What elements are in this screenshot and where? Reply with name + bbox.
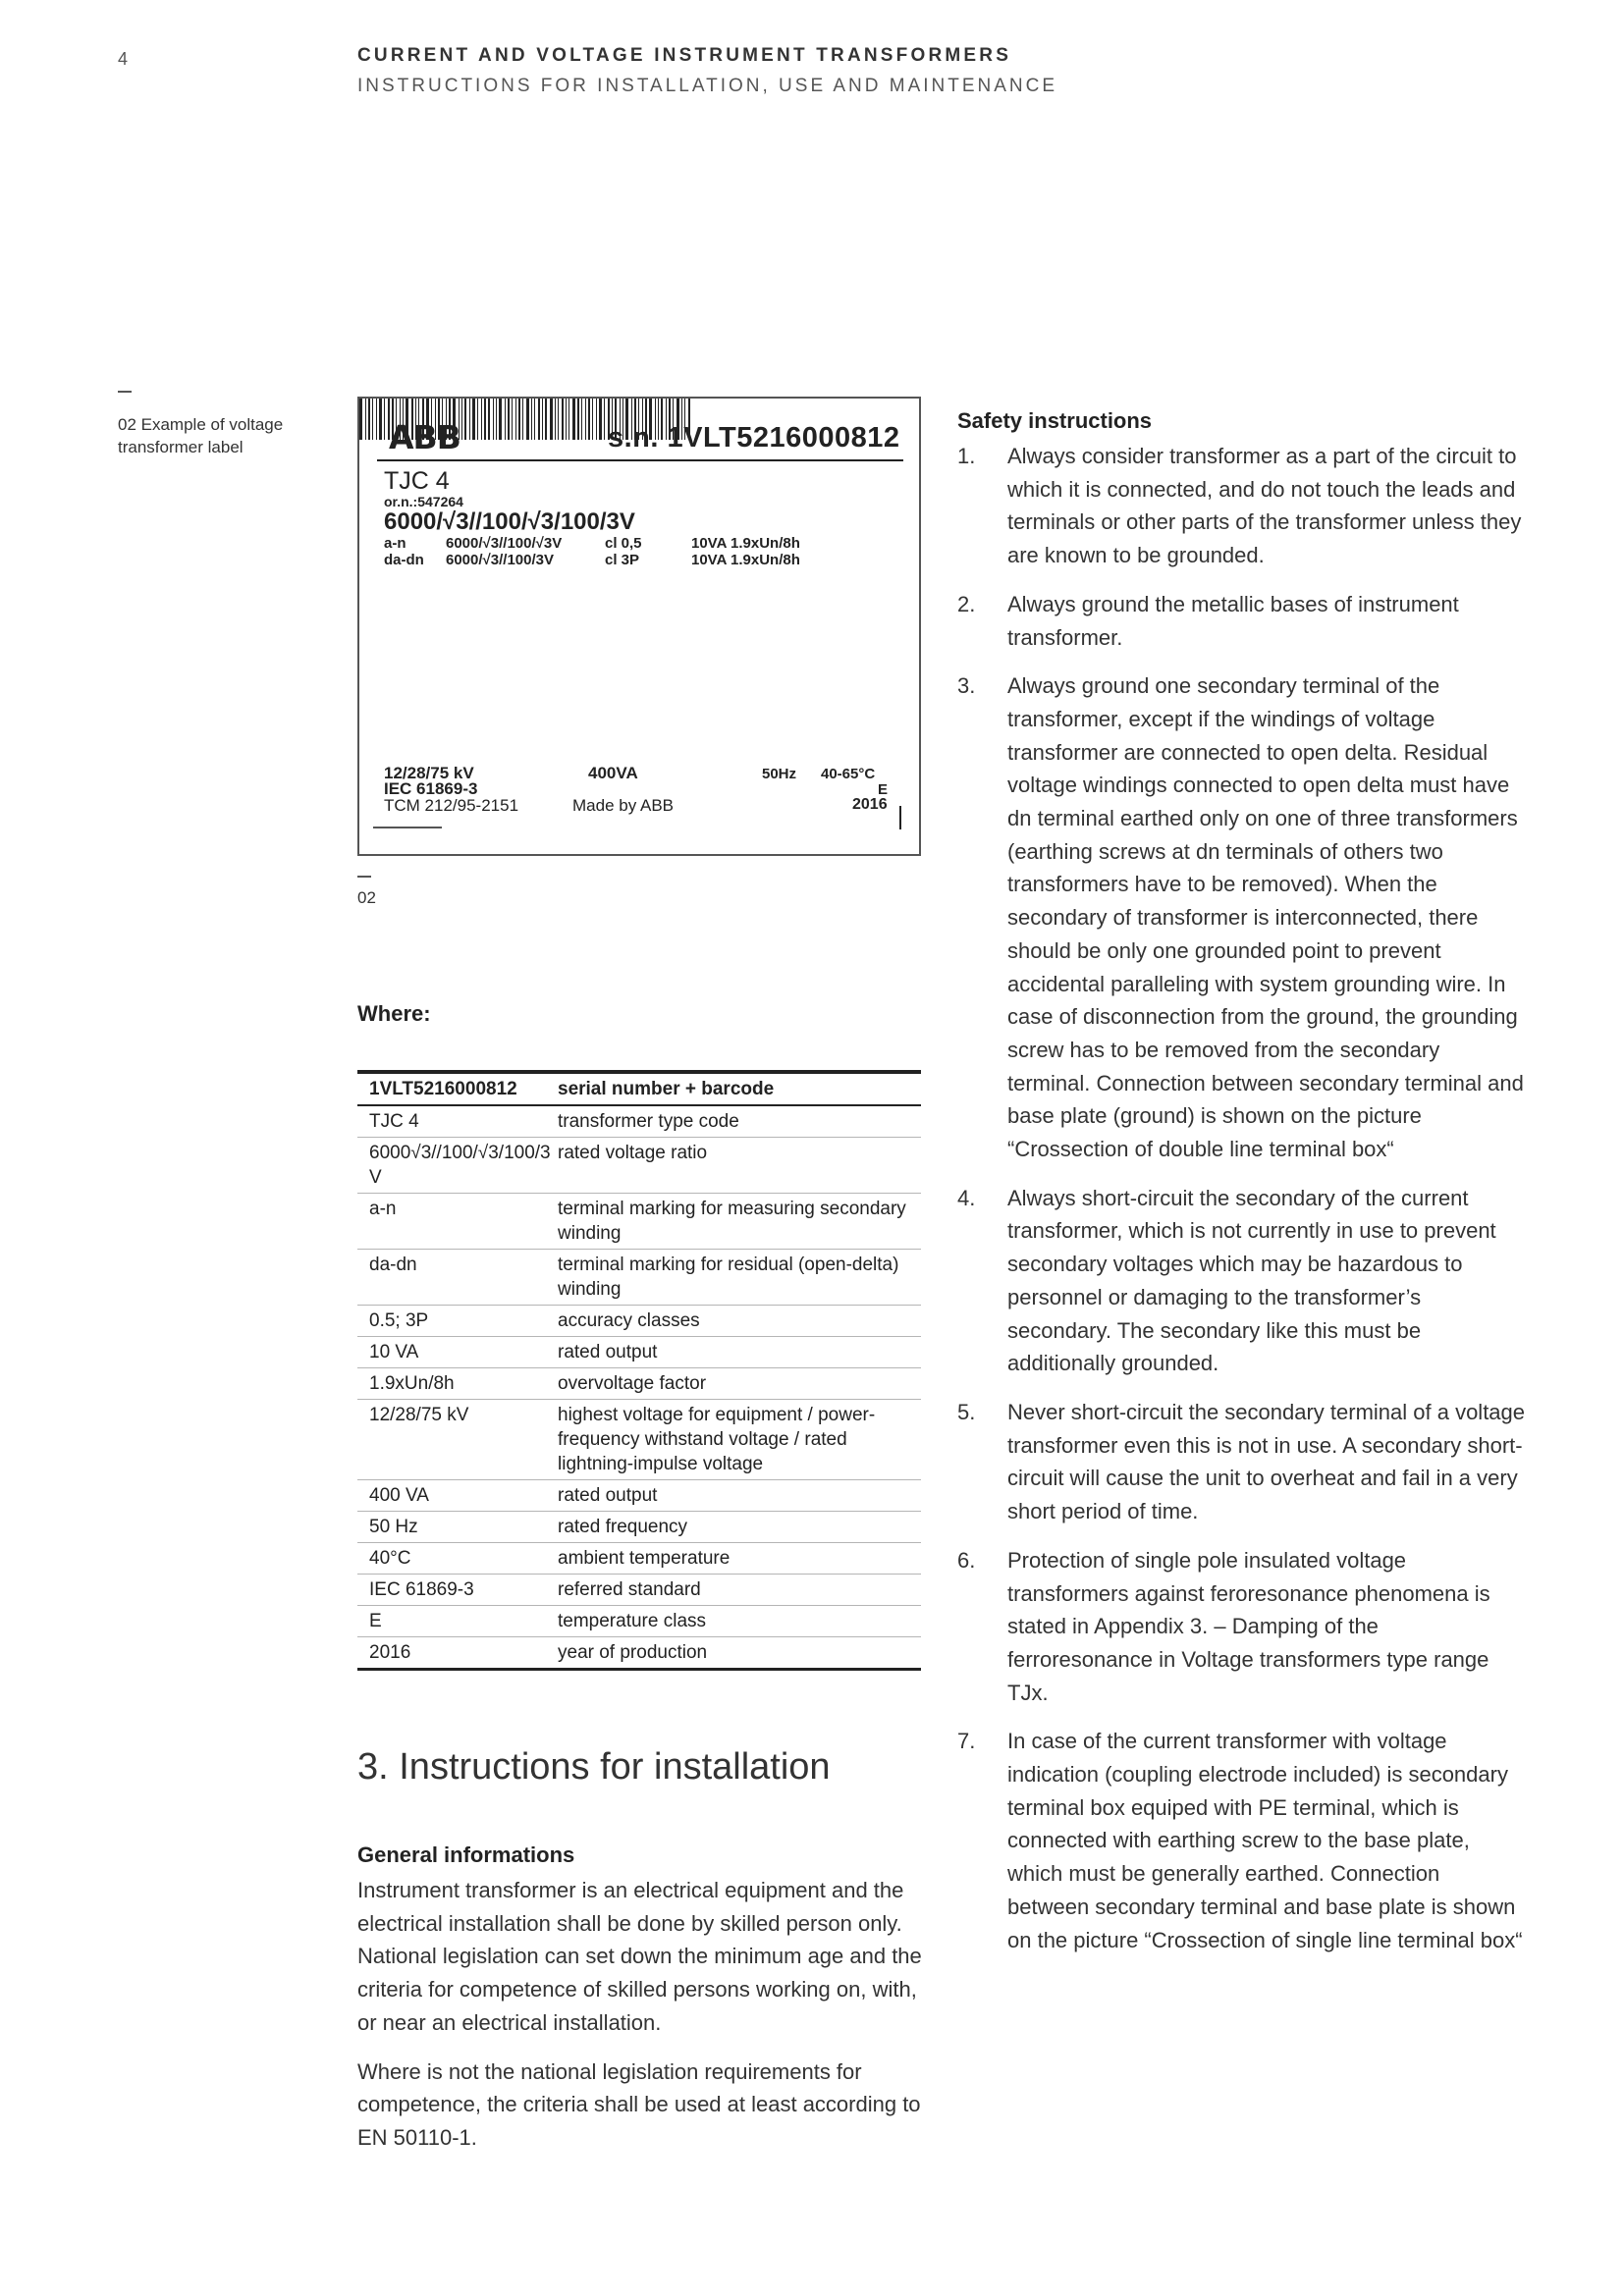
caption-dash xyxy=(118,391,132,393)
table-cell-meaning: referred standard xyxy=(558,1579,701,1600)
label-temp: 40-65°C xyxy=(821,766,876,782)
table-cell-code: 2016 xyxy=(369,1642,411,1663)
general-info-body xyxy=(357,1874,927,2170)
table-cell-meaning: accuracy classes xyxy=(558,1310,700,1331)
label-row-terminal: da-dn xyxy=(384,552,424,568)
table-cell-meaning: overvoltage factor xyxy=(558,1373,707,1394)
label-row-class: cl 0,5 xyxy=(605,535,642,552)
table-row xyxy=(357,1400,921,1480)
table-row xyxy=(357,1368,921,1400)
label-freq: 50Hz xyxy=(762,766,797,782)
label-voltage: 12/28/75 kV xyxy=(384,764,474,782)
figure-caption: 02 Example of voltage transformer label xyxy=(118,415,284,456)
table-row xyxy=(357,1194,921,1250)
document-title: CURRENT AND VOLTAGE INSTRUMENT TRANSFORMERS xyxy=(357,45,1012,66)
safety-item xyxy=(957,440,1537,572)
label-output: 400VA xyxy=(588,764,638,782)
label-tcm: TCM 212/95-2151 xyxy=(384,796,519,815)
label-ratio: 6000/√3//100/√3/100/3V xyxy=(384,508,635,535)
safety-item-text: Protection of single pole insulated voltage transformers against feroresonance phenomena is stated in Appendix 3. – Damping of the ferroresonance in Voltage transformers type range TJx. xyxy=(1007,1547,1490,1705)
label-row-output: 10VA 1.9xUn/8h xyxy=(691,535,800,552)
transformer-label-image xyxy=(357,397,921,856)
safety-item xyxy=(957,669,1537,1166)
safety-item-number: 7. xyxy=(957,1729,976,1754)
table-header-meaning: serial number + barcode xyxy=(558,1079,775,1099)
safety-item-number: 3. xyxy=(957,673,976,699)
page-number: 4 xyxy=(118,49,129,69)
safety-item-text: Always consider transformer as a part of the circuit to which it is connected, and do not touch the leads and terminals or other parts of the transformer unless they are known to be grounded. xyxy=(1007,444,1522,568)
safety-item xyxy=(957,1396,1537,1528)
safety-item-text: Never short-circuit the secondary terminal of a voltage transformer even this is not in use. A secondary short-circuit will cause the unit to overheat and fail in a very short period of time. xyxy=(1007,1399,1526,1524)
label-row-ratio: 6000/√3//100/√3V xyxy=(446,535,563,552)
general-info-paragraph: Where is not the national legislation requirements for competence, the criteria shall be used at least according to EN 50110-1. xyxy=(357,2058,921,2150)
table-cell-code: TJC 4 xyxy=(369,1111,419,1132)
table-row xyxy=(357,1306,921,1337)
table-cell-code: a-n xyxy=(369,1199,397,1219)
where-heading: Where: xyxy=(357,1001,431,1026)
label-corner-tick xyxy=(899,806,901,829)
table-cell-code: 6000√3//100/√3/100/3 V xyxy=(369,1143,551,1188)
document-subtitle: INSTRUCTIONS FOR INSTALLATION, USE AND MAINTENANCE xyxy=(357,76,1058,96)
label-temp-class: E xyxy=(878,781,889,798)
safety-item-number: 2. xyxy=(957,591,976,616)
legend-table xyxy=(357,1070,921,1671)
safety-item xyxy=(957,588,1537,654)
section-title: 3. Instructions for installation xyxy=(357,1746,831,1788)
table-cell-code: E xyxy=(369,1611,382,1631)
table-cell-code: da-dn xyxy=(369,1255,417,1275)
table-cell-meaning: rated output xyxy=(558,1342,658,1362)
label-made-by: Made by ABB xyxy=(572,796,675,815)
safety-item xyxy=(957,1725,1537,1956)
table-row xyxy=(357,1138,921,1194)
table-row xyxy=(357,1543,921,1575)
safety-item-number: 5. xyxy=(957,1399,976,1424)
label-order-no: or.n.:547264 xyxy=(384,494,463,509)
safety-item-text: Always short-circuit the secondary of the current transformer, which is not currently in use to prevent secondary voltages which may be hazardous to personnel or damaging to the transformer’s secondary. The secondary like this must be additionally grounded. xyxy=(1007,1185,1496,1376)
table-cell-code: 10 VA xyxy=(369,1342,419,1362)
table-header-code: 1VLT5216000812 xyxy=(369,1079,517,1099)
table-row xyxy=(357,1480,921,1512)
label-row-terminal: a-n xyxy=(384,535,406,552)
safety-item-number: 4. xyxy=(957,1185,976,1210)
safety-item-number: 1. xyxy=(957,444,976,468)
figure-number-dash xyxy=(357,876,371,878)
label-corner-line xyxy=(373,827,442,828)
table-cell-code: 40°C xyxy=(369,1548,411,1569)
table-row xyxy=(357,1106,921,1138)
table-cell-meaning: rated frequency xyxy=(558,1517,688,1537)
label-standard: IEC 61869-3 xyxy=(384,779,478,798)
table-cell-meaning: highest voltage for equipment / power-frequency withstand voltage / rated lightning-impulse voltage xyxy=(558,1405,876,1474)
table-cell-meaning: rated voltage ratio xyxy=(558,1143,708,1163)
figure-number: 02 xyxy=(357,888,376,907)
safety-item-text: Always ground the metallic bases of instrument transformer. xyxy=(1007,591,1459,650)
table-row xyxy=(357,1637,921,1668)
table-row xyxy=(357,1606,921,1637)
safety-item-number: 6. xyxy=(957,1547,976,1573)
table-row xyxy=(357,1575,921,1606)
label-serial: s.n. 1VLT5216000812 xyxy=(608,422,900,454)
safety-item-text: In case of the current transformer with voltage indication (coupling electrode included) is secondary terminal box equiped with PE terminal, which is connected with earthing screw to the base plate, which must be generally earthed. Connection between secondary terminal and base plate is shown on the picture “Crossection of single line terminal box“ xyxy=(1007,1729,1523,1952)
label-row-ratio: 6000/√3//100/3V xyxy=(446,552,554,568)
label-divider xyxy=(377,459,903,461)
general-info-paragraph: Instrument transformer is an electrical equipment and the electrical installation shall be done by skilled person only. National legislation can set down the minimum age and the criteria for competence of skilled persons working on, with, or near an electrical installation. xyxy=(357,1878,922,2035)
safety-heading: Safety instructions xyxy=(957,408,1153,433)
label-year: 2016 xyxy=(852,796,888,813)
abb-logo: ABB xyxy=(389,418,460,456)
label-type: TJC 4 xyxy=(384,467,450,495)
safety-item xyxy=(957,1182,1537,1380)
table-cell-meaning: ambient temperature xyxy=(558,1548,731,1569)
general-info-heading: General informations xyxy=(357,1842,575,1867)
table-cell-meaning: terminal marking for measuring secondary winding xyxy=(558,1199,906,1244)
label-row-output: 10VA 1.9xUn/8h xyxy=(691,552,800,568)
safety-instructions xyxy=(957,405,1537,1972)
table-cell-code: 50 Hz xyxy=(369,1517,418,1537)
table-header-row xyxy=(357,1074,921,1106)
table-cell-meaning: temperature class xyxy=(558,1611,707,1631)
table-cell-code: 0.5; 3P xyxy=(369,1310,429,1331)
table-cell-code: 12/28/75 kV xyxy=(369,1405,469,1425)
table-row xyxy=(357,1250,921,1306)
table-cell-meaning: rated output xyxy=(558,1485,658,1506)
safety-item xyxy=(957,1544,1537,1710)
safety-item-text: Always ground one secondary terminal of the transformer, except if the windings of voltage transformer are connected to open delta. Residual voltage windings connected to open delta must have dn terminal earthed only on one of three transformers (earthing screws at dn terminals of others two transformers have to be removed). When the secondary of transformer is interconnected, there should be only one grounded point to prevent accidental paralleling with system grounding wire. In case of disconnection from the ground, the grounding screw has to be removed from the secondary terminal. Connection between secondary terminal and base plate (ground) is shown on the picture “Crossection of double line terminal box“ xyxy=(1007,673,1524,1162)
table-cell-meaning: transformer type code xyxy=(558,1111,739,1132)
table-cell-code: 1.9xUn/8h xyxy=(369,1373,455,1394)
table-cell-code: 400 VA xyxy=(369,1485,429,1506)
table-cell-meaning: terminal marking for residual (open-delta) winding xyxy=(558,1255,899,1300)
table-cell-code: IEC 61869-3 xyxy=(369,1579,474,1600)
table-row xyxy=(357,1337,921,1368)
table-row xyxy=(357,1512,921,1543)
label-row-class: cl 3P xyxy=(605,552,640,568)
table-cell-meaning: year of production xyxy=(558,1642,708,1663)
